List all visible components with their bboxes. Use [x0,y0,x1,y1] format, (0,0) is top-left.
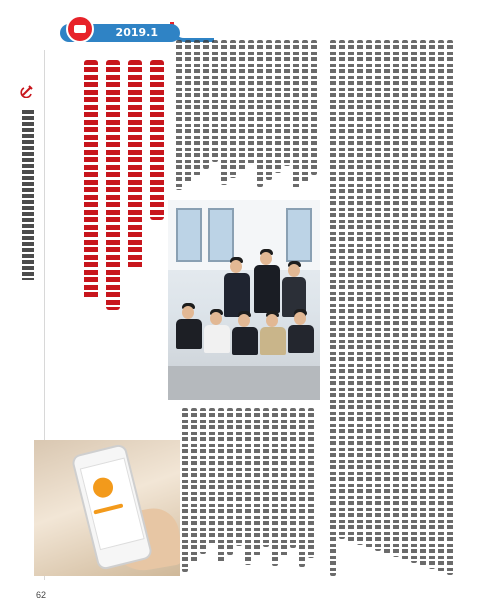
text-column [239,40,245,171]
text-column [176,40,182,190]
article-headline [80,60,166,310]
text-column [384,40,390,554]
text-column [200,408,206,554]
text-column [284,40,290,166]
text-column [203,40,209,169]
text-column [257,40,263,187]
text-column [263,408,269,547]
text-column [275,40,281,173]
text-column [218,408,224,564]
hammer-sickle-icon [20,84,34,98]
text-column [248,40,254,164]
text-column [290,408,296,548]
text-column [293,40,299,189]
text-column [438,40,444,572]
publication-name [22,110,34,280]
text-column [402,40,408,560]
text-column [221,40,227,185]
party-emblem-icon [66,15,94,43]
text-column [420,40,426,566]
text-column [281,408,287,557]
text-column [447,40,453,575]
text-column [212,40,218,162]
text-column [429,40,435,569]
body-text-block-3 [330,40,458,580]
text-column [308,408,314,558]
text-column [393,40,399,557]
text-column [245,408,251,565]
text-column [185,40,191,183]
text-column [348,40,354,542]
text-column [254,408,260,556]
text-column [191,408,197,563]
issue-year: 2019.1 [115,26,158,39]
text-column [272,408,278,566]
text-column [302,40,308,182]
text-column [182,408,188,572]
text-column [299,408,305,567]
smartphone-app-photo [34,440,180,576]
team-group-photo [168,200,320,400]
text-column [357,40,363,545]
text-column [227,408,233,555]
body-text-block-1 [176,40,322,192]
page-number: 62 [36,590,47,600]
text-column [375,40,381,551]
text-column [230,40,236,178]
text-column [194,40,200,176]
smartphone [71,443,154,571]
text-column [236,408,242,546]
text-column [209,408,215,545]
text-column [311,40,317,175]
text-column [330,40,336,576]
text-column [411,40,417,563]
body-text-block-2 [182,408,322,574]
text-column [266,40,272,180]
text-column [366,40,372,548]
text-column [339,40,345,539]
